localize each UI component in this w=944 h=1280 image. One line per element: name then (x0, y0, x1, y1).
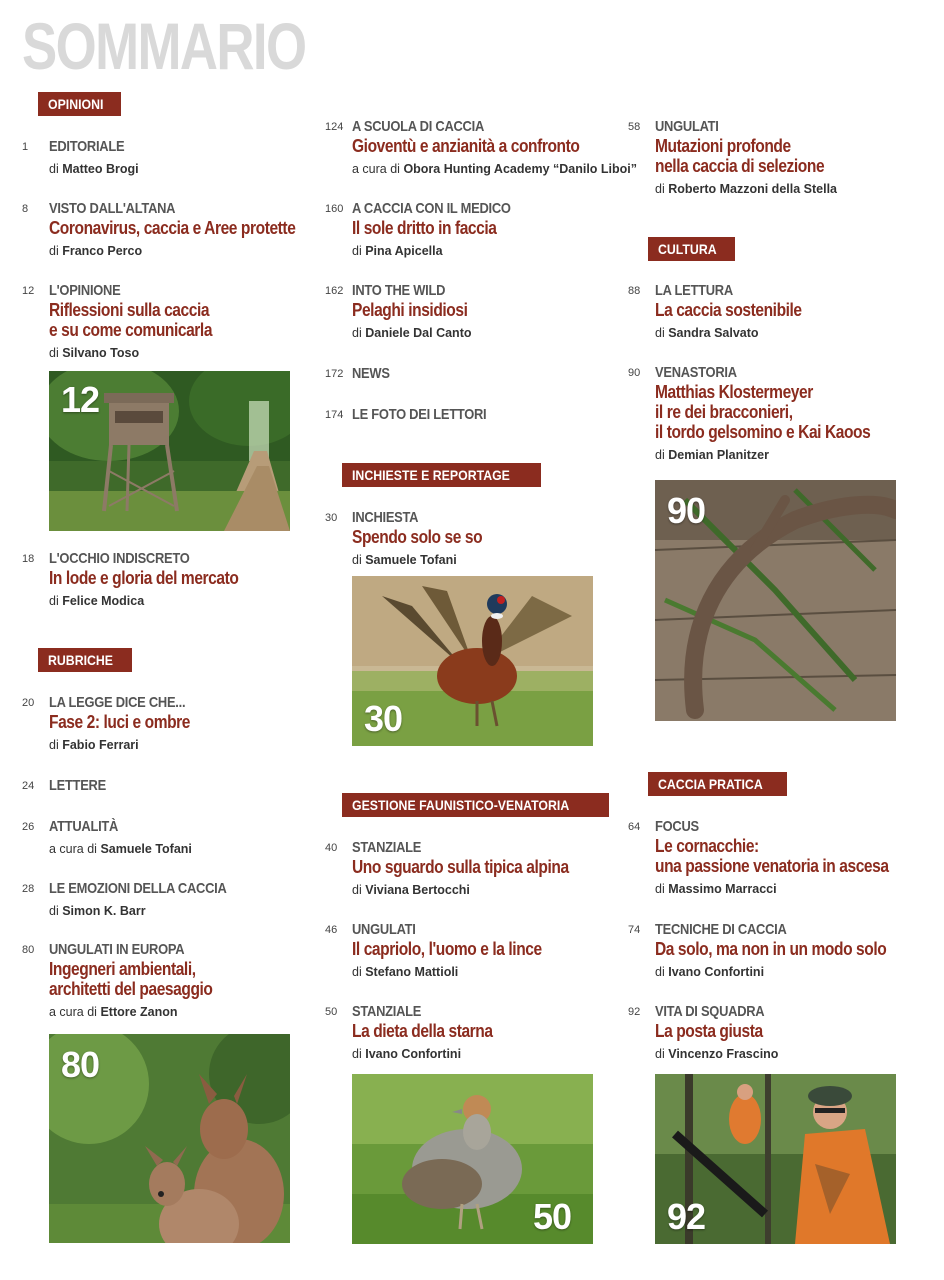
section-badge-cultura: CULTURA (648, 237, 735, 261)
section-label: LE EMOZIONI DELLA CACCIA (49, 880, 227, 897)
toc-entry[interactable] (22, 776, 349, 795)
toc-entry[interactable] (325, 1002, 652, 1062)
photo-hunters (655, 1074, 896, 1244)
section-label: STANZIALE (352, 839, 422, 856)
toc-entry[interactable] (628, 1002, 944, 1062)
section-label: STANZIALE (352, 1003, 422, 1020)
photo-antler (655, 480, 896, 721)
photo-partridge (352, 1074, 593, 1244)
article-title: Matthias Klostermeyer il re dei bracconieri, il tordo gelsomino e Kai Kaoos (655, 381, 871, 442)
author-line: di Felice Modica (49, 594, 145, 608)
section-label: UNGULATI (352, 921, 416, 938)
page-number: 160 (325, 203, 344, 215)
article-title: Spendo solo se so (352, 526, 483, 547)
section-label: VENASTORIA (655, 364, 737, 381)
page-title: SOMMARIO (22, 9, 306, 83)
page-number: 88 (628, 285, 641, 297)
page-number: 8 (22, 203, 29, 215)
photo-hunting-tower (49, 371, 290, 531)
toc-entry[interactable] (22, 817, 349, 857)
page-number: 46 (325, 924, 338, 936)
page-number: 18 (22, 553, 35, 565)
article-title: La dieta della starna (352, 1020, 493, 1041)
photo-page-number: 92 (667, 1196, 706, 1237)
article-title: La caccia sostenibile (655, 299, 802, 320)
toc-entry[interactable] (325, 281, 652, 341)
author-line: di Sandra Salvato (655, 326, 759, 340)
photo-page-number: 80 (61, 1044, 100, 1085)
author-line: di Roberto Mazzoni della Stella (655, 182, 837, 196)
page-number: 74 (628, 924, 641, 936)
author-line: di Massimo Marracci (655, 882, 777, 896)
author-line: di Silvano Toso (49, 346, 140, 360)
author-line: a cura di Ettore Zanon (49, 1005, 178, 1019)
toc-entry[interactable] (325, 117, 652, 177)
toc-entry[interactable] (22, 281, 349, 361)
toc-entry[interactable] (325, 405, 652, 424)
section-label: VISTO DALL'ALTANA (49, 200, 176, 217)
toc-entry[interactable] (325, 920, 652, 980)
article-title: Pelaghi insidiosi (352, 299, 468, 320)
article-title: Riflessioni sulla caccia e su come comunicarla (49, 299, 213, 340)
page-number: 92 (628, 1006, 641, 1018)
section-label: UNGULATI (655, 118, 719, 135)
page-number: 174 (325, 409, 344, 421)
toc-entry[interactable] (22, 137, 349, 177)
author-line: di Vincenzo Frascino (655, 1047, 779, 1061)
toc-entry[interactable] (22, 940, 349, 1020)
section-label: INCHIESTA (352, 509, 419, 526)
section-badge-gestione: GESTIONE FAUNISTICO-VENATORIA (342, 793, 609, 817)
toc-entry[interactable] (628, 920, 944, 980)
toc-entry[interactable] (325, 508, 652, 568)
toc-entry[interactable] (628, 281, 944, 341)
photo-page-number: 50 (532, 1196, 571, 1237)
page-number: 90 (628, 367, 641, 379)
section-label: INTO THE WILD (352, 282, 446, 299)
article-title: Da solo, ma non in un modo solo (655, 938, 887, 959)
page-number: 172 (325, 368, 344, 380)
photo-page-number: 90 (667, 490, 706, 531)
article-title: Coronavirus, caccia e Aree protette (49, 217, 296, 238)
article-title: Gioventù e anzianità a confronto (352, 135, 580, 156)
section-label: TECNICHE DI CACCIA (655, 921, 787, 938)
section-badge-opinioni: OPINIONI (38, 92, 121, 116)
article-title: Mutazioni profonde nella caccia di selezione (655, 135, 825, 176)
page-number: 162 (325, 285, 344, 297)
author-line: a cura di Obora Hunting Academy “Danilo Liboi” (352, 162, 638, 176)
author-line: di Daniele Dal Canto (352, 326, 472, 340)
article-title: Ingegneri ambientali, architetti del paesaggio (49, 958, 213, 999)
page-number: 64 (628, 821, 641, 833)
section-label: EDITORIALE (49, 138, 125, 155)
article-title: Le cornacchie: una passione venatoria in ascesa (655, 835, 889, 876)
article-title: Fase 2: luci e ombre (49, 711, 191, 732)
section-label: VITA DI SQUADRA (655, 1003, 765, 1020)
page-number: 124 (325, 121, 344, 133)
toc-entry[interactable] (628, 117, 944, 197)
article-title: La posta giusta (655, 1020, 763, 1041)
toc-entry[interactable] (22, 199, 349, 259)
page-number: 26 (22, 821, 35, 833)
article-title: In lode e gloria del mercato (49, 567, 239, 588)
section-label: LA LETTURA (655, 282, 733, 299)
toc-entry[interactable] (22, 549, 349, 609)
section-label: L'OCCHIO INDISCRETO (49, 550, 190, 567)
photo-page-number: 12 (61, 379, 100, 420)
page-number: 24 (22, 780, 35, 792)
section-label: NEWS (352, 365, 390, 382)
page-number: 28 (22, 883, 35, 895)
section-label: ATTUALITÀ (49, 818, 119, 835)
section-label: LETTERE (49, 777, 106, 794)
author-line: di Ivano Confortini (655, 965, 765, 979)
page-number: 50 (325, 1006, 338, 1018)
photo-page-number: 30 (364, 698, 403, 739)
author-line: di Stefano Mattioli (352, 965, 459, 979)
author-line: di Demian Planitzer (655, 448, 769, 462)
page-number: 30 (325, 512, 338, 524)
toc-entry[interactable] (325, 364, 652, 383)
section-badge-rubriche: RUBRICHE (38, 648, 132, 672)
page-number: 20 (22, 697, 35, 709)
section-label: UNGULATI IN EUROPA (49, 941, 185, 958)
page-number: 58 (628, 121, 641, 133)
photo-roe-deer (49, 1034, 290, 1243)
toc-entry[interactable] (325, 838, 652, 898)
toc-entry[interactable] (22, 879, 349, 919)
article-title: Il sole dritto in faccia (352, 217, 497, 238)
article-title: Il capriolo, l'uomo e la lince (352, 938, 542, 959)
page-number: 40 (325, 842, 338, 854)
author-line: di Samuele Tofani (352, 553, 457, 567)
section-label: A SCUOLA DI CACCIA (352, 118, 485, 135)
section-label: L'OPINIONE (49, 282, 121, 299)
article-title: Uno sguardo sulla tipica alpina (352, 856, 569, 877)
section-label: A CACCIA CON IL MEDICO (352, 200, 511, 217)
toc-entry[interactable] (325, 199, 652, 259)
author-line: a cura di Samuele Tofani (49, 842, 192, 856)
toc-entry[interactable] (628, 817, 944, 897)
section-label: LE FOTO DEI LETTORI (352, 406, 487, 423)
section-label: FOCUS (655, 818, 699, 835)
page-number: 1 (22, 141, 29, 153)
author-line: di Matteo Brogi (49, 162, 139, 176)
author-line: di Simon K. Barr (49, 904, 146, 918)
section-badge-inchieste: INCHIESTE E REPORTAGE (342, 463, 541, 487)
toc-entry[interactable] (22, 693, 349, 753)
page-number: 80 (22, 944, 35, 956)
photo-pheasant (352, 576, 593, 746)
author-line: di Franco Perco (49, 244, 143, 258)
author-line: di Pina Apicella (352, 244, 443, 258)
author-line: di Viviana Bertocchi (352, 883, 470, 897)
page-number: 12 (22, 285, 35, 297)
author-line: di Fabio Ferrari (49, 738, 139, 752)
toc-entry[interactable] (628, 363, 944, 463)
section-label: LA LEGGE DICE CHE... (49, 694, 186, 711)
section-badge-caccia-pratica: CACCIA PRATICA (648, 772, 787, 796)
author-line: di Ivano Confortini (352, 1047, 462, 1061)
